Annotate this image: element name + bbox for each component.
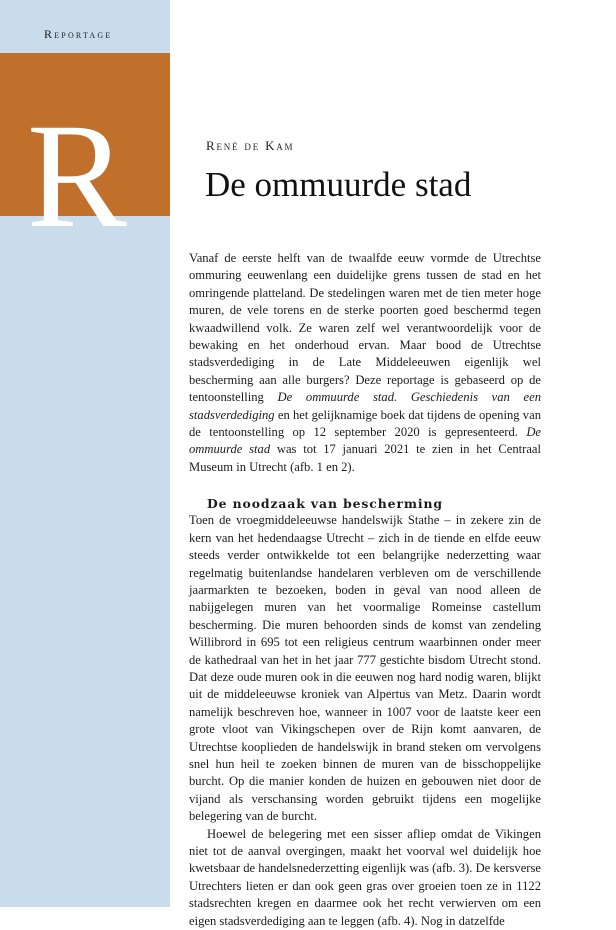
intro-text-1: Vanaf de eerste helft van de twaalfde eeuw vormde de Utrechtse ommuring eeuwenlang een duidelijke grens tussen de stad en het omringende platteland. De stedelingen waren met de tien meter hoge muren, de vele torens en de sterke poorten goed beschermd tegen kwaadwillend volk. Ze waren zelf wel verantwoordelijk voor de bewaking en het onderhoud ervan. Maar bood de Utrechtse stadsverdediging in de Late Middeleeuwen eigenlijk wel bescherming aan alle burgers? Deze reportage is gebaseerd op de tentoonstelling (189, 251, 541, 405)
article-body (189, 250, 541, 930)
exhibition-title-short: De ommuurde stad (189, 425, 541, 457)
intro-text-3: was tot 17 januari 2021 te zien in het Centraal Museum in Utrecht (afb. 1 en 2). (189, 442, 542, 474)
exhibition-title: De ommuurde stad. Geschiedenis van een stadsverdediging (189, 390, 541, 422)
body-paragraph-2: Hoewel de belegering met een sisser afliep omdat de Vikingen niet tot de aanval overgingen, maakt het voorval wel duidelijk hoe kwetsbaar de handelsnederzetting eigenlijk was (afb. 3). De kersverse Utrechters lieten er dan ook geen gras over groeien toen ze in 1122 stadsrechten kregen en daarmee ook het recht verwierven om een eigen stadsverdediging aan te leggen (afb. 4). Nog in datzelfde (189, 826, 541, 928)
initial-letter: R (26, 93, 128, 259)
intro-text-2: en het gelijknamige boek dat tijdens de opening van de tentoonstelling op 12 september 2020 is gepresenteerd. (189, 407, 541, 440)
sidebar-band (0, 0, 170, 907)
intro-paragraph (189, 250, 541, 476)
article-title: De ommuurde stad (205, 165, 472, 204)
body-paragraph-1: Toen de vroegmiddeleeuwse handelswijk Stathe – in zekere zin de kern van het hedendaagse Utrecht – zich in de tiende en elfde eeuw steeds verder ontwikkelde tot een belangrijke nederzetting waar regelmatig buitenlandse handelaren verbleven om de verschillende jaarmarkten te bezoeken, boden in geval van nood alleen de nabijgelegen muren van het voormalige Romeinse castellum bescherming. Die muren behoorden sinds de komst van zendeling Willibrord in 695 tot een religieus centrum waarbinnen onder meer de kathedraal van het in het jaar 777 gestichte bisdom Utrecht stond. Dat deze oude muren ook in die eeuwen nog hard nodig waren, blijkt uit de middeleeuwse kroniek van Alpertus van Metz. Daarin wordt namelijk beschreven hoe, wanneer in 1007 voor de laatste keer een grote vloot van Vikingschepen over de Rijn komt aanvaren, de Utrechtse kooplieden de handelswijk in brand steken om vervolgens snel hun heil te zoeken binnen de muren van de bisschoppelijke burcht. Op die manier konden de huizen en gebouwen niet door de vijand als verschansing worden gebruikt tijdens een mogelijke belegering van de burcht. (189, 513, 541, 824)
initial-letter-block (0, 53, 170, 259)
section-subheading: De noodzaak van bescherming (207, 496, 443, 512)
author-name: René de Kam (206, 138, 295, 153)
section-label: Reportage (44, 27, 113, 41)
